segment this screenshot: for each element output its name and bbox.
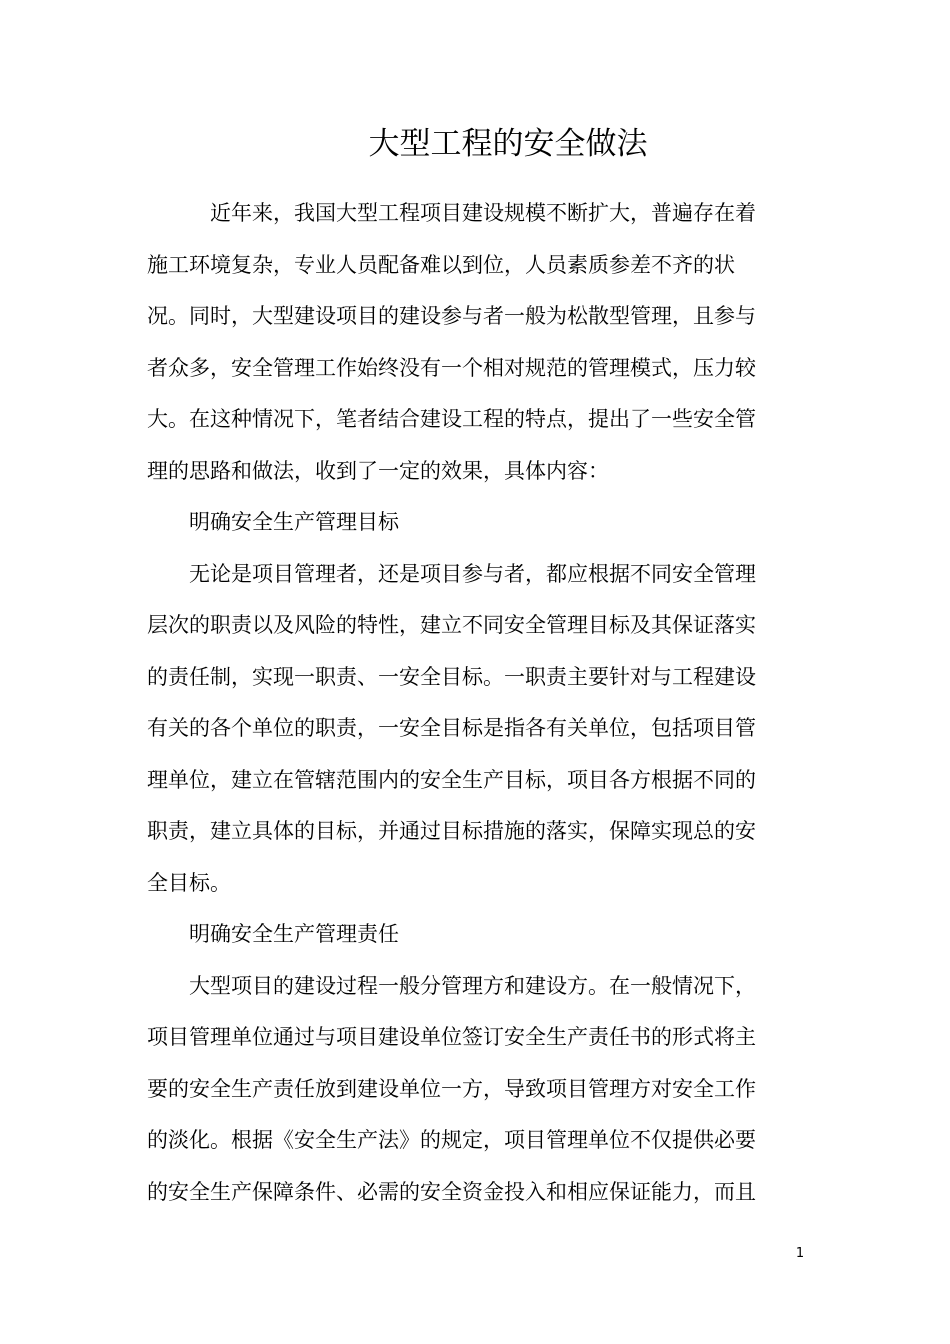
text-line: 者众多，安全管理工作始终没有一个相对规范的管理模式，压力较 — [147, 355, 756, 380]
text-line: 要的安全生产责任放到建设单位一方，导致项目管理方对安全工作 — [147, 1076, 756, 1101]
text-line: 的责任制，实现一职责、一安全目标。一职责主要针对与工程建设 — [147, 664, 756, 689]
text-line: 大型项目的建设过程一般分管理方和建设方。在一般情况下， — [189, 973, 756, 998]
text-line: 施工环境复杂，专业人员配备难以到位，人员素质参差不齐的状 — [147, 252, 735, 277]
section-heading: 明确安全生产管理目标 — [189, 510, 399, 534]
text-line: 的安全生产保障条件、必需的安全资金投入和相应保证能力，而且 — [147, 1179, 756, 1204]
text-line: 有关的各个单位的职责，一安全目标是指各有关单位，包括项目管 — [147, 716, 756, 740]
document-title: 大型工程的安全做法 — [368, 126, 648, 162]
section-heading: 明确安全生产管理责任 — [189, 922, 399, 946]
page-number: 1 — [795, 1246, 805, 1261]
text-line: 近年来，我国大型工程项目建设规模不断扩大，普遍存在着 — [210, 201, 756, 225]
text-line: 的淡化。根据《安全生产法》的规定，项目管理单位不仅提供必要 — [147, 1128, 756, 1152]
document-body — [147, 188, 795, 1218]
text-line: 全目标。 — [147, 870, 231, 895]
text-line: 层次的职责以及风险的特性，建立不同安全管理目标及其保证落实 — [147, 613, 756, 637]
text-line: 况。同时，大型建设项目的建设参与者一般为松散型管理，且参与 — [147, 304, 756, 328]
text-line: 无论是项目管理者，还是项目参与者，都应根据不同安全管理 — [189, 561, 756, 586]
text-line: 项目管理单位通过与项目建设单位签订安全生产责任书的形式将主 — [147, 1025, 756, 1049]
text-line: 理的思路和做法，收到了一定的效果，具体内容： — [147, 458, 609, 483]
text-line: 职责，建立具体的目标，并通过目标措施的落实，保障实现总的安 — [147, 819, 756, 843]
text-line: 理单位，建立在管辖范围内的安全生产目标，项目各方根据不同的 — [147, 767, 756, 792]
text-line: 大。在这种情况下，笔者结合建设工程的特点，提出了一些安全管 — [147, 407, 756, 431]
